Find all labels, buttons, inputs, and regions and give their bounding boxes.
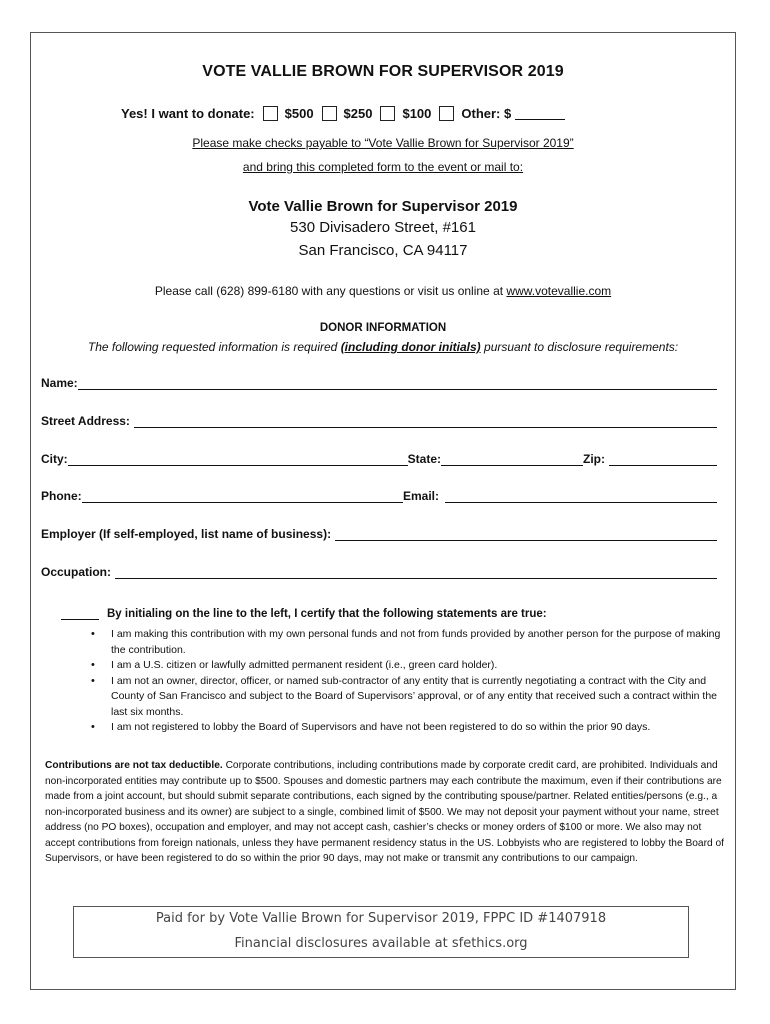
state-label: State:	[407, 452, 441, 466]
employer-field[interactable]	[335, 528, 717, 541]
occupation-label: Occupation:	[41, 565, 112, 579]
legal-text: Corporate contributions, including contributions made by corporate credit card, are prohibited. Individuals and non-incorporated entities may contribute up to $500. Spouses and domestic partners may each contribute the maximum, even if their contributions are made from a joint account, but should submit separate contributions, each signed by the contributing spouse/partner. Related entities/persons (e.g., a non-incorporated business and its owner) are subject to a single, combined limit of $500. We may not deposit your payment without your name, street address (no PO boxes), occupation and employer, and may not accept cash, cashier’s checks or money orders of $100 or more. We also may not accept contributions from foreign nationals, unless they have permanent residency status in the US. Lobbyists who are registered to lobby the Board of Supervisors, or have been registered to do so within the prior 90 days, may not make or transmit any contributions to our campaign.	[45, 760, 724, 864]
donor-info-requirement	[31, 340, 735, 354]
checkbox-500[interactable]	[263, 106, 278, 121]
statement-item: • I am not registered to lobby the Board of Supervisors and have not been registered to do so within the prior 90 days.	[91, 720, 725, 736]
zip-field[interactable]	[609, 453, 717, 466]
certification-row	[61, 607, 547, 620]
other-amount-field[interactable]	[515, 108, 565, 120]
requirement-emphasis: (including donor initials)	[340, 340, 481, 354]
name-label: Name:	[41, 376, 78, 390]
email-field[interactable]	[445, 490, 717, 503]
zip-label: Zip:	[583, 452, 605, 466]
statement-item: • I am not an owner, director, officer, or named sub-contractor of any entity that is currently negotiating a contract with the City and County of San Francisco and subject to the Board of Supervisors’ approval, or of any entity that received such a contract within the last six months.	[91, 674, 725, 721]
website-link[interactable]: www.votevallie.com	[506, 284, 612, 298]
donation-amount-row	[121, 106, 565, 121]
statement-item: • I am a U.S. citizen or lawfully admitted permanent resident (i.e., green card holder).	[91, 658, 725, 674]
option-100-label: $100	[402, 106, 432, 121]
legal-disclaimer	[45, 758, 733, 867]
occupation-field[interactable]	[115, 566, 717, 579]
paid-for-box	[73, 906, 689, 958]
checkbox-other[interactable]	[439, 106, 454, 121]
contact-line	[31, 284, 735, 298]
initials-field[interactable]	[61, 607, 99, 620]
form-title: VOTE VALLIE BROWN FOR SUPERVISOR 2019	[202, 63, 564, 80]
street-row	[41, 414, 717, 428]
certification-statements	[91, 627, 725, 736]
phone-label: Phone:	[41, 489, 82, 503]
city-label: City:	[41, 452, 68, 466]
option-500-label: $500	[284, 106, 314, 121]
street-label: Street Address:	[41, 414, 130, 428]
statement-item: • I am making this contribution with my own personal funds and not from funds provided by another person for the purpose of making the contribution.	[91, 627, 725, 658]
occupation-row	[41, 565, 717, 579]
certification-text: By initialing on the line to the left, I certify that the following statements are true:	[107, 608, 547, 620]
mailing-street: 530 Divisadero Street, #161	[290, 219, 476, 236]
donor-info-heading: DONOR INFORMATION	[319, 322, 447, 334]
state-field[interactable]	[441, 453, 583, 466]
requirement-prefix: The following requested information is required	[87, 340, 341, 354]
employer-label: Employer (If self-employed, list name of business):	[41, 527, 332, 541]
option-other-label: Other: $	[461, 106, 512, 121]
mail-instruction: and bring this completed form to the event or mail to:	[242, 160, 524, 174]
contact-text: Please call (628) 899-6180 with any questions or visit us online at	[154, 284, 507, 298]
name-field[interactable]	[78, 377, 717, 390]
disclosures-text: Financial disclosures available at sfethics.org	[234, 936, 528, 951]
requirement-suffix: pursuant to disclosure requirements:	[480, 340, 679, 354]
phone-field[interactable]	[82, 490, 403, 503]
mailing-name: Vote Vallie Brown for Supervisor 2019	[248, 198, 518, 215]
phone-email-row	[41, 489, 717, 503]
option-250-label: $250	[343, 106, 373, 121]
city-field[interactable]	[68, 453, 408, 466]
legal-bold: Contributions are not tax deductible.	[45, 760, 223, 771]
checks-payable-note: Please make checks payable to “Vote Vallie Brown for Supervisor 2019”	[192, 136, 574, 150]
checkbox-250[interactable]	[322, 106, 337, 121]
donate-label: Yes! I want to donate:	[121, 106, 255, 121]
donation-form	[30, 32, 736, 990]
email-label: Email:	[402, 489, 439, 503]
mailing-city: San Francisco, CA 94117	[298, 242, 468, 259]
city-state-zip-row	[41, 452, 717, 466]
employer-row	[41, 527, 717, 541]
street-field[interactable]	[134, 415, 717, 428]
paid-for-text: Paid for by Vote Vallie Brown for Supervisor 2019, FPPC ID #1407918	[155, 911, 607, 926]
checkbox-100[interactable]	[380, 106, 395, 121]
name-row	[41, 376, 717, 390]
